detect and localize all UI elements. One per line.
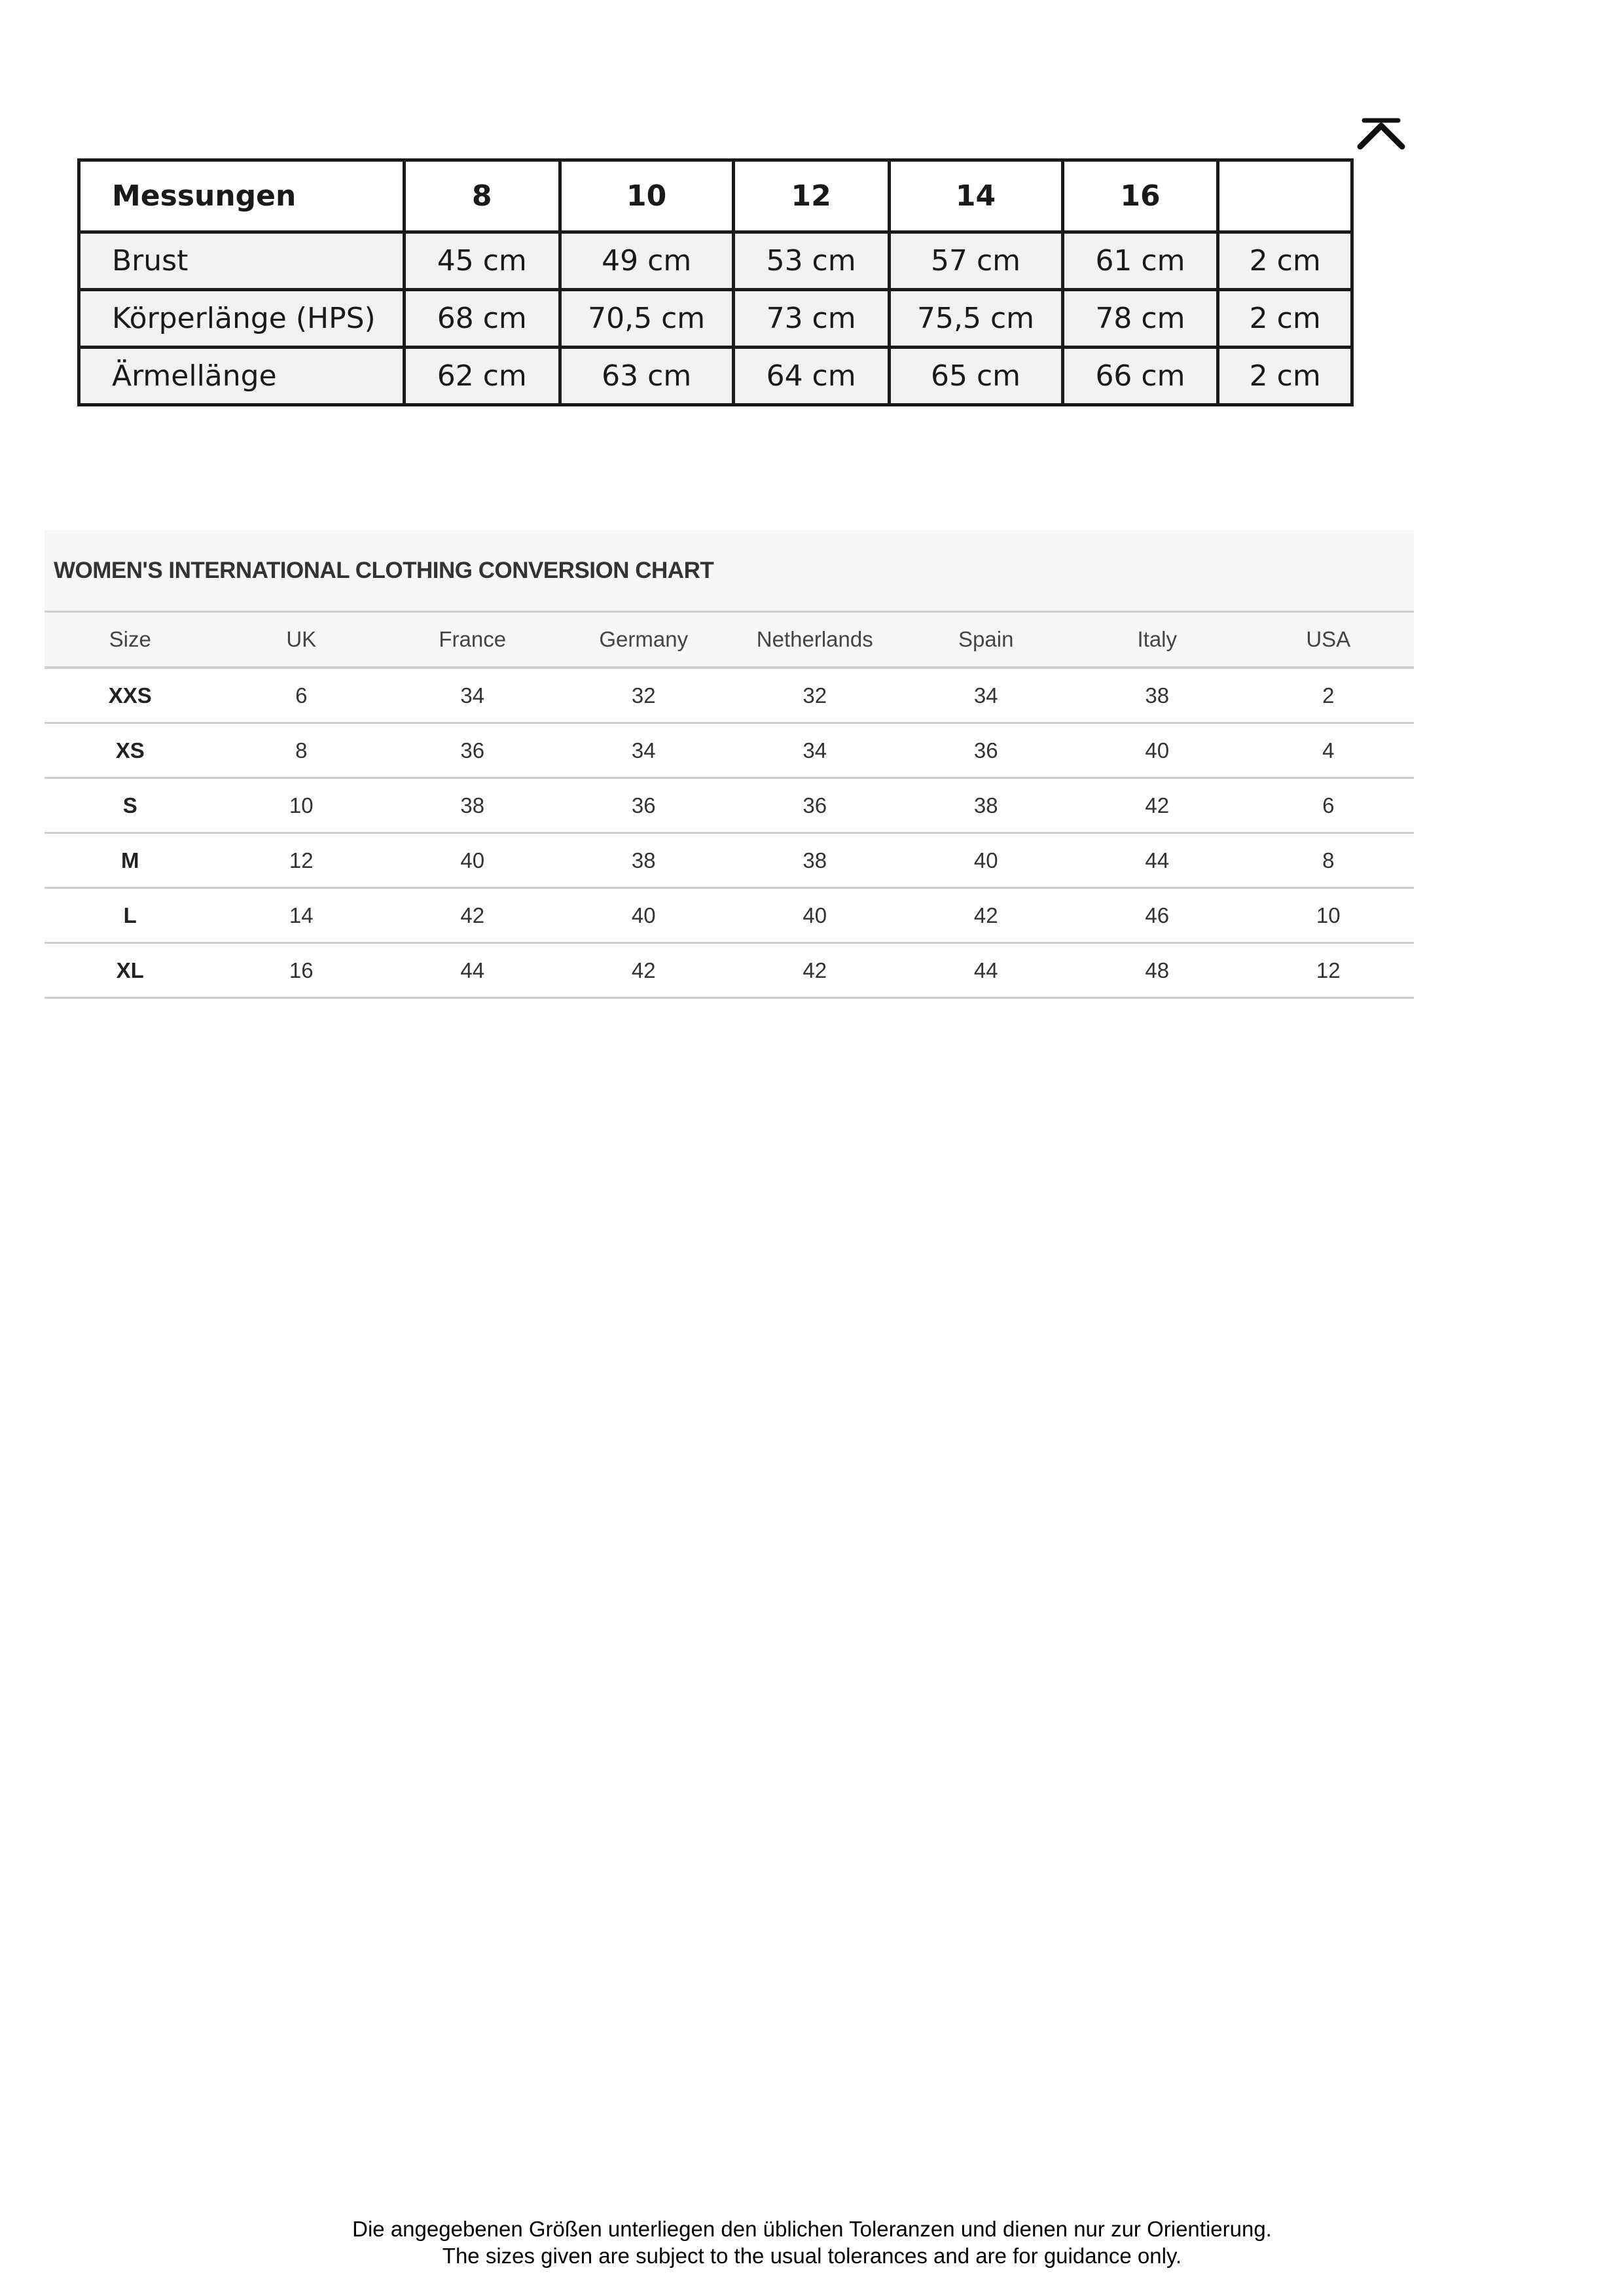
size-label: XS: [45, 723, 216, 778]
conversion-row: [45, 888, 1414, 943]
conversion-header-cell: Spain: [901, 613, 1072, 668]
conversion-value: 42: [387, 888, 558, 943]
conversion-value: 40: [901, 833, 1072, 888]
conversion-value: 34: [387, 668, 558, 723]
conversion-value: 10: [216, 778, 388, 833]
conversion-value: 40: [558, 888, 730, 943]
conversion-value: 12: [216, 833, 388, 888]
size-label: XL: [45, 943, 216, 998]
conversion-header-cell: USA: [1243, 613, 1415, 668]
conversion-value: 2: [1243, 668, 1415, 723]
conversion-table: [45, 613, 1414, 999]
conversion-value: 38: [729, 833, 901, 888]
measurements-header-cell: 8: [404, 160, 560, 232]
conversion-value: 46: [1072, 888, 1243, 943]
conversion-row: [45, 943, 1414, 998]
measurement-value: 64 cm: [733, 348, 889, 405]
conversion-value: 42: [1072, 778, 1243, 833]
measurement-value: 49 cm: [560, 232, 733, 290]
measurement-value: 2 cm: [1218, 290, 1352, 348]
measurement-value: 2 cm: [1218, 348, 1352, 405]
conversion-value: 38: [901, 778, 1072, 833]
size-label: M: [45, 833, 216, 888]
measurement-value: 45 cm: [404, 232, 560, 290]
conversion-header-cell: Netherlands: [729, 613, 901, 668]
conversion-row: [45, 778, 1414, 833]
conversion-value: 32: [558, 668, 730, 723]
conversion-value: 12: [1243, 943, 1415, 998]
measurements-header-cell: 10: [560, 160, 733, 232]
measurement-value: 65 cm: [889, 348, 1062, 405]
conversion-value: 44: [901, 943, 1072, 998]
conversion-value: 36: [387, 723, 558, 778]
conversion-value: 34: [558, 723, 730, 778]
measurement-value: 62 cm: [404, 348, 560, 405]
measurement-value: 61 cm: [1062, 232, 1218, 290]
size-label: L: [45, 888, 216, 943]
measurement-value: 73 cm: [733, 290, 889, 348]
conversion-header-cell: Size: [45, 613, 216, 668]
size-label: XXS: [45, 668, 216, 723]
conversion-row: [45, 668, 1414, 723]
conversion-value: 14: [216, 888, 388, 943]
measurement-value: 2 cm: [1218, 232, 1352, 290]
measurement-label: Ärmellänge: [79, 348, 405, 405]
conversion-value: 38: [1072, 668, 1243, 723]
conversion-value: 44: [1072, 833, 1243, 888]
measurements-row: [79, 348, 1352, 405]
measurements-header-cell: 16: [1062, 160, 1218, 232]
measurement-value: 78 cm: [1062, 290, 1218, 348]
conversion-value: 38: [387, 778, 558, 833]
conversion-value: 34: [901, 668, 1072, 723]
measurements-table: [77, 158, 1354, 406]
conversion-value: 40: [729, 888, 901, 943]
measurement-value: 75,5 cm: [889, 290, 1062, 348]
conversion-header-row: [45, 613, 1414, 668]
measurements-header-cell: Messungen: [79, 160, 405, 232]
measurements-header-cell: [1218, 160, 1352, 232]
conversion-value: 4: [1243, 723, 1415, 778]
conversion-value: 16: [216, 943, 388, 998]
conversion-header-cell: France: [387, 613, 558, 668]
measurements-header-cell: 14: [889, 160, 1062, 232]
conversion-value: 42: [558, 943, 730, 998]
footer-disclaimer: [0, 2215, 1624, 2269]
conversion-header-cell: UK: [216, 613, 388, 668]
measurement-value: 57 cm: [889, 232, 1062, 290]
conversion-value: 36: [558, 778, 730, 833]
conversion-value: 6: [216, 668, 388, 723]
conversion-value: 36: [901, 723, 1072, 778]
measurement-value: 68 cm: [404, 290, 560, 348]
measurement-label: Körperlänge (HPS): [79, 290, 405, 348]
conversion-value: 38: [558, 833, 730, 888]
footer-line-english: The sizes given are subject to the usual tolerances and are for guidance only.: [442, 2244, 1182, 2268]
conversion-value: 42: [901, 888, 1072, 943]
measurement-value: 66 cm: [1062, 348, 1218, 405]
footer-line-german: Die angegebenen Größen unterliegen den üblichen Toleranzen und dienen nur zur Orientierung.: [352, 2217, 1272, 2241]
conversion-chart-title: WOMEN'S INTERNATIONAL CLOTHING CONVERSION CHART: [45, 530, 1414, 613]
measurement-value: 70,5 cm: [560, 290, 733, 348]
collapse-chevron-icon[interactable]: [1355, 111, 1407, 164]
conversion-row: [45, 723, 1414, 778]
conversion-header-cell: Italy: [1072, 613, 1243, 668]
measurement-value: 63 cm: [560, 348, 733, 405]
conversion-value: 44: [387, 943, 558, 998]
measurements-header-row: [79, 160, 1352, 232]
measurement-value: 53 cm: [733, 232, 889, 290]
size-label: S: [45, 778, 216, 833]
measurements-row: [79, 290, 1352, 348]
conversion-value: 6: [1243, 778, 1415, 833]
conversion-value: 8: [216, 723, 388, 778]
measurement-label: Brust: [79, 232, 405, 290]
measurements-header-cell: 12: [733, 160, 889, 232]
conversion-value: 8: [1243, 833, 1415, 888]
conversion-value: 32: [729, 668, 901, 723]
conversion-value: 34: [729, 723, 901, 778]
conversion-row: [45, 833, 1414, 888]
conversion-value: 42: [729, 943, 901, 998]
conversion-value: 10: [1243, 888, 1415, 943]
measurements-row: [79, 232, 1352, 290]
conversion-value: 40: [1072, 723, 1243, 778]
conversion-value: 40: [387, 833, 558, 888]
conversion-value: 48: [1072, 943, 1243, 998]
conversion-header-cell: Germany: [558, 613, 730, 668]
conversion-value: 36: [729, 778, 901, 833]
conversion-chart: [45, 530, 1414, 999]
